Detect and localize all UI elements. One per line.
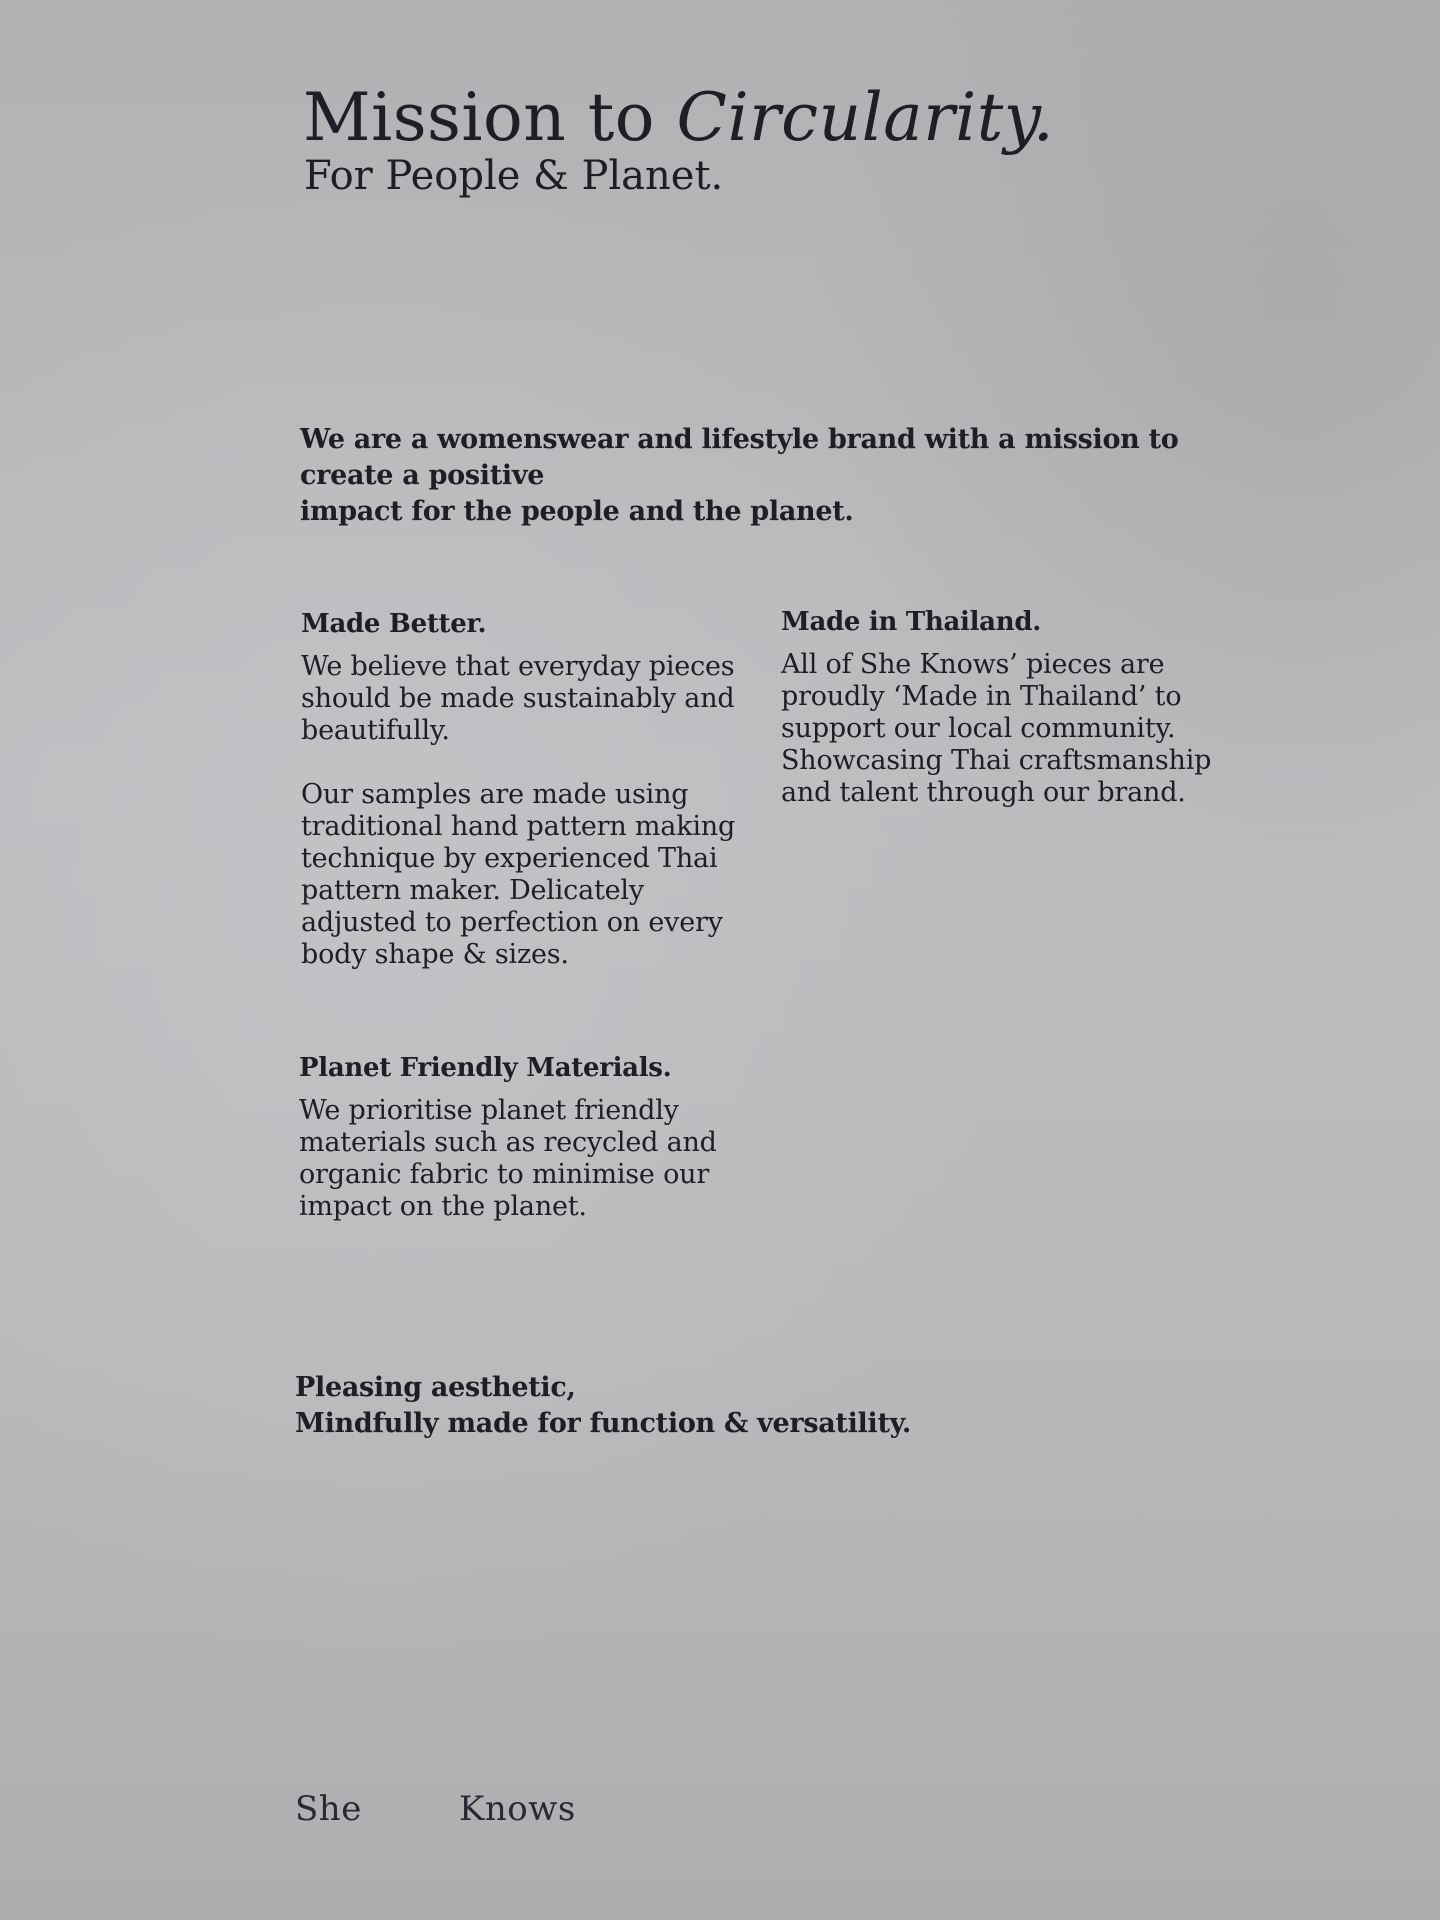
title-plain: Mission to: [303, 79, 677, 156]
planet-friendly-paragraph: We prioritise planet friendly materials such as recycled and organic fabric to minimise our impact on the planet.: [299, 1095, 717, 1222]
title-italic: Circularity.: [676, 79, 1055, 156]
made-better-paragraph-2: Our samples are made using traditional hand pattern making technique by experienced Thai pattern maker. Delicately adjusted to perfection on every body shape & sizes.: [301, 779, 736, 970]
closing-line-1: Pleasing aesthetic,: [295, 1372, 576, 1403]
section-planet-friendly: [299, 1051, 739, 1223]
brand-logo-word-she: She: [295, 1789, 362, 1829]
made-in-thailand-body: [781, 649, 1261, 809]
closing-statement: [295, 1370, 911, 1442]
made-in-thailand-paragraph: All of She Knows’ pieces are proudly ‘Made in Thailand’ to support our local community. Showcasing Thai craftsmanship and talent through our brand.: [781, 649, 1212, 808]
intro-line-2: impact for the people and the planet.: [300, 496, 854, 527]
intro-line-1: We are a womenswear and lifestyle brand with a mission to create a positive: [300, 424, 1179, 491]
made-in-thailand-heading: Made in Thailand.: [781, 607, 1041, 637]
made-better-body: [301, 651, 741, 971]
made-better-paragraph-1: We believe that everyday pieces should be made sustainably and beautifully.: [301, 651, 735, 746]
closing-line-2: Mindfully made for function & versatility.: [295, 1408, 912, 1439]
section-made-better: [301, 607, 741, 971]
section-made-in-thailand: [781, 605, 1261, 809]
made-better-heading: Made Better.: [301, 609, 487, 639]
page-subtitle: For People & Planet.: [304, 153, 724, 199]
planet-friendly-body: [299, 1095, 739, 1223]
brand-logo-word-knows: Knows: [459, 1789, 576, 1829]
page-title: [303, 80, 1054, 156]
intro-statement: [300, 422, 1260, 530]
planet-friendly-heading: Planet Friendly Materials.: [299, 1053, 672, 1083]
